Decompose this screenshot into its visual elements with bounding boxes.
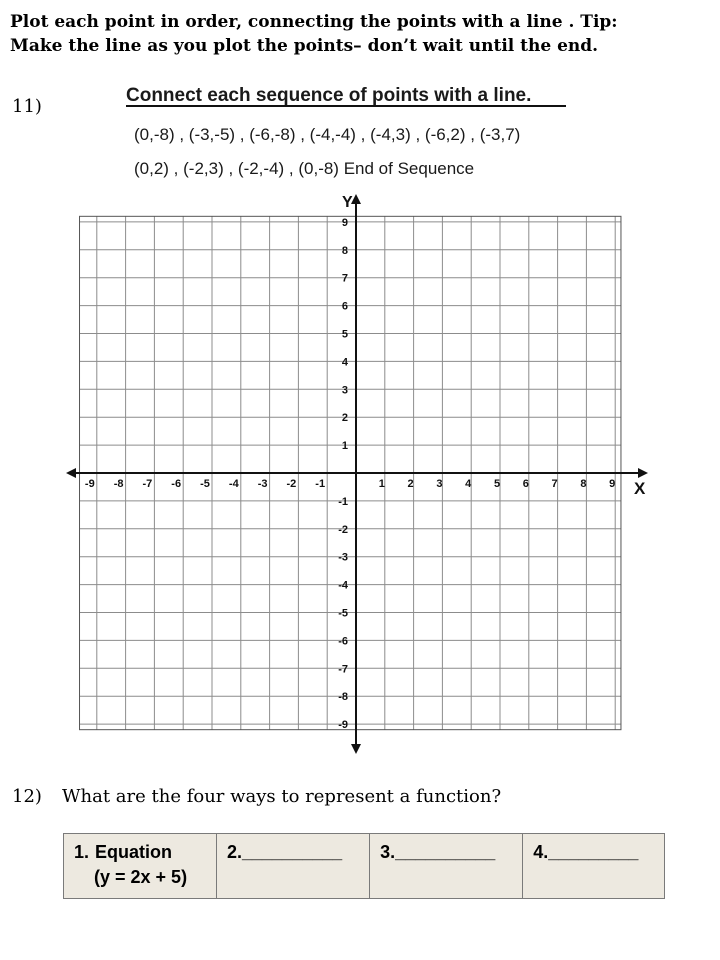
x-tick-label: 2 <box>407 478 414 490</box>
question-12-prompt: What are the four ways to represent a function? <box>62 786 502 807</box>
x-tick-label: 5 <box>493 478 501 490</box>
table-row <box>64 834 665 899</box>
y-tick-label: -1 <box>338 495 348 508</box>
instructions-line-1: Plot each point in order, connecting the points with a line . Tip: <box>10 12 618 32</box>
question-12 <box>12 786 501 807</box>
y-axis-label: Y <box>342 194 353 211</box>
cell-way-3[interactable]: 3.__________ <box>370 834 523 899</box>
cell-way-1 <box>64 834 217 899</box>
y-tick-label: 2 <box>341 412 348 425</box>
y-tick-label: -5 <box>338 607 348 620</box>
y-tick-label: -8 <box>338 691 348 704</box>
y-tick-label: -3 <box>338 551 348 564</box>
x-tick-label: -6 <box>171 478 182 490</box>
y-tick-label: 3 <box>341 384 348 397</box>
x-tick-label: 4 <box>465 478 472 490</box>
scan-heading: Connect each sequence of points with a line. <box>126 85 532 106</box>
x-tick-label: 9 <box>609 478 616 490</box>
x-tick-label: -2 <box>286 478 297 490</box>
x-tick-label: 3 <box>436 478 443 490</box>
question-12-number: 12) <box>12 786 42 807</box>
y-tick-label: 7 <box>341 272 348 285</box>
instructions-line-2: Make the line as you plot the points– don’t wait until the end. <box>10 36 599 56</box>
x-tick-label: -3 <box>257 478 268 490</box>
sequence-line-1: (0,-8) , (-3,-5) , (-6,-8) , (-4,-4) , (-4,3) , (-6,2) , (-3,7) <box>134 125 521 144</box>
representations-table <box>63 833 665 899</box>
way-1-number: 1. <box>74 842 90 862</box>
cell-way-2[interactable]: 2.__________ <box>217 834 370 899</box>
x-tick-label: -5 <box>200 478 210 490</box>
y-tick-label: 4 <box>341 356 348 369</box>
sequence-line-2: (0,2) , (-2,3) , (-2,-4) , (0,-8) End of Sequence <box>134 159 475 178</box>
y-tick-label: -9 <box>338 719 348 732</box>
x-tick-label: 8 <box>580 478 587 490</box>
way-1-example: (y = 2x + 5) <box>94 867 188 887</box>
y-tick-label: 6 <box>341 300 348 313</box>
y-tick-label: 8 <box>341 244 348 257</box>
question-11-number: 11) <box>12 96 42 117</box>
x-tick-label: -8 <box>113 478 124 490</box>
x-tick-label: 1 <box>378 478 385 490</box>
x-tick-label: -4 <box>228 478 239 490</box>
y-tick-label: 5 <box>341 328 348 341</box>
y-tick-label: -4 <box>338 579 348 592</box>
x-axis-label: X <box>634 479 646 498</box>
way-1-label: Equation <box>95 842 173 862</box>
x-tick-label: 7 <box>551 478 558 490</box>
x-tick-label: -7 <box>142 478 153 490</box>
y-tick-label: 1 <box>341 440 348 453</box>
cell-way-4[interactable]: 4._________ <box>523 834 665 899</box>
y-tick-label: -2 <box>338 523 348 536</box>
x-tick-label: -9 <box>84 478 95 490</box>
x-tick-label: 6 <box>522 478 529 490</box>
y-tick-label: -7 <box>338 663 348 676</box>
y-tick-label: 9 <box>341 216 348 229</box>
y-tick-label: -6 <box>338 635 348 648</box>
x-tick-label: -1 <box>315 478 326 490</box>
